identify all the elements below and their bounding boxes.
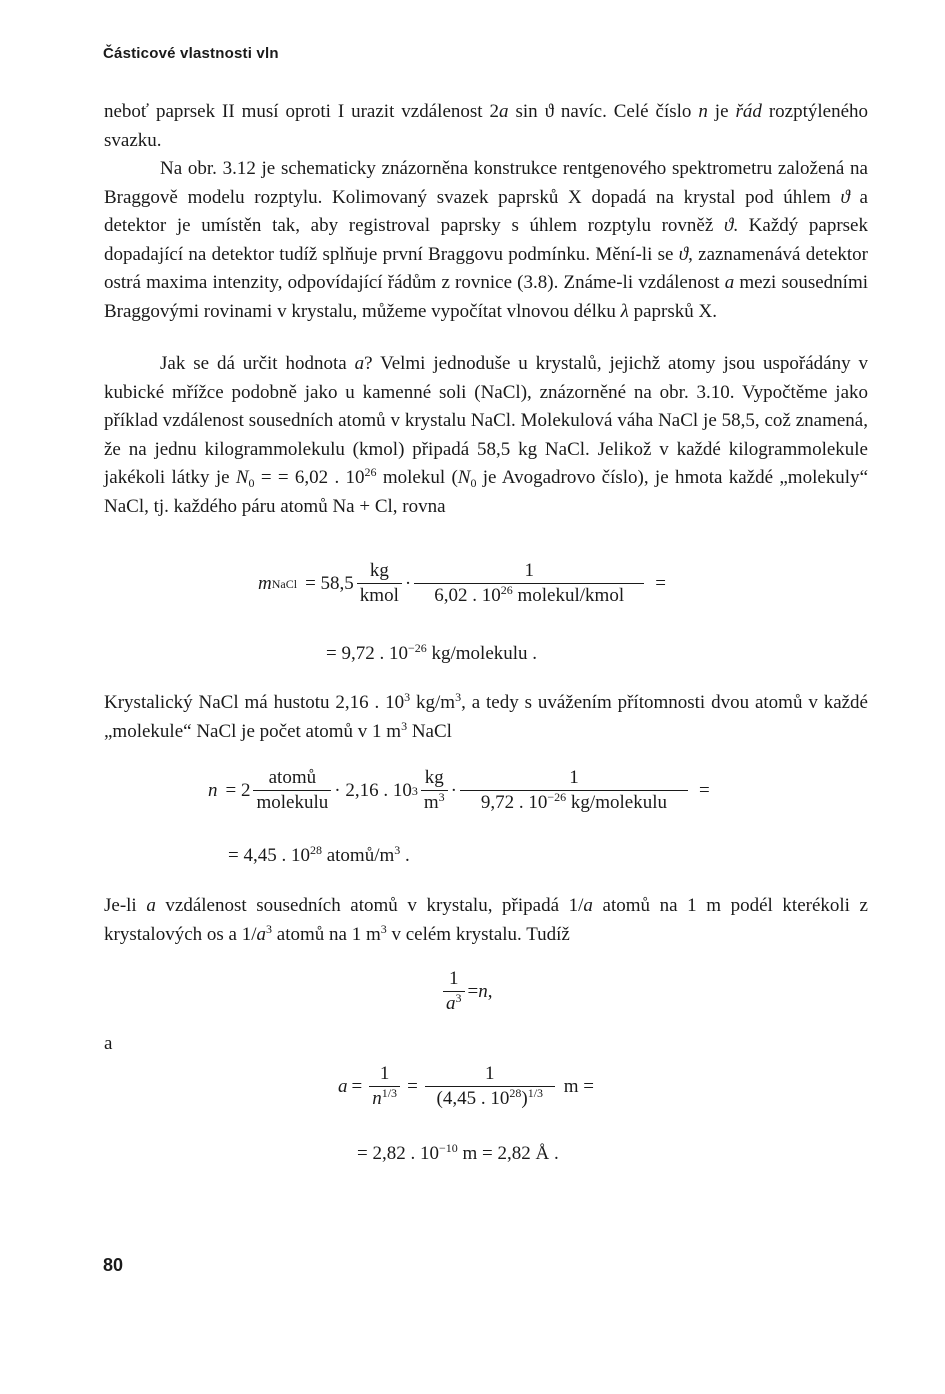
text: kg/molekulu . [426, 643, 538, 664]
fraction-atoms-molecule [253, 767, 331, 814]
text: kg/molekulu [566, 792, 667, 813]
text: . [400, 845, 410, 866]
operator: = [698, 779, 710, 801]
equation-mass-result [326, 643, 537, 665]
symbol-n: n [208, 779, 218, 801]
var-a: a [499, 101, 509, 122]
text: 6,02 . 10 [434, 585, 501, 606]
fraction-one-over-a3 [443, 968, 465, 1015]
exponent: 3 [266, 921, 273, 936]
exponent: −26 [407, 641, 427, 655]
exponent: −10 [438, 1141, 458, 1155]
denominator [421, 790, 448, 814]
fraction-cube-root [425, 1063, 555, 1110]
text: , zaznamenává detektor ostrá maxima intenzity, odpovídající řádům z rovnice (3.8). Známe-li vzdálenost [104, 243, 868, 294]
operator: · [450, 779, 457, 801]
symbol-n: n [372, 1088, 382, 1109]
var-a: a [354, 353, 365, 374]
var-a: a [724, 272, 735, 294]
denominator [460, 790, 688, 814]
text: atomů na 1 m podél kterékoli z krystalových os a 1/ [104, 895, 868, 945]
text: ) [521, 1088, 528, 1109]
text: . Každý paprsek dopadající na detektor tudíž splňuje první Braggovu podmínku. Mění-li se [104, 215, 868, 265]
fraction-kg-kmol [357, 560, 402, 607]
symbol-n0: N [457, 467, 471, 489]
text: atomů na 1 m [272, 923, 381, 945]
text: m [423, 792, 439, 813]
fraction-inverse-mass [460, 767, 688, 814]
subscript: 0 [248, 476, 255, 491]
symbol-n: n [478, 980, 488, 1002]
text: v celém krystalu. Tudíž [386, 923, 570, 945]
connective-a: a [104, 1033, 113, 1054]
equation-atom-density-result [228, 845, 410, 867]
text: 9,72 . 10 [480, 792, 548, 813]
text: je [707, 101, 736, 122]
denominator: molekulu [253, 790, 331, 814]
symbol-m: m [258, 572, 272, 594]
symbol-theta: ϑ [840, 186, 850, 208]
exponent: 3 [401, 718, 408, 733]
page-number: 80 [103, 1255, 124, 1275]
text: = = 6,02 . 10 [254, 467, 365, 489]
fraction-kg-m3 [421, 767, 448, 814]
var-a: a [338, 1075, 348, 1097]
paragraph-bragg-path [104, 98, 868, 155]
text: paprsků X. [628, 300, 717, 322]
equation-lattice-spacing [338, 1063, 594, 1110]
equation-inverse-cube [440, 968, 492, 1015]
symbol-lambda: λ [620, 300, 629, 322]
exponent: 3 [380, 921, 387, 936]
denominator [443, 991, 465, 1015]
equation-mass-nacl: m NaCl = 58,5 $\frac{kg}{\text{kmol}}$ · $\frac{1}{6,02 . 10^{26} molekul/kmol}$ = [258, 560, 666, 606]
denominator [414, 583, 644, 607]
text: molekul ( [376, 467, 458, 489]
text: = 4,45 . 10 [228, 845, 310, 866]
text: vzdálenost sousedních atomů v krystalu, připadá 1/ [155, 895, 584, 916]
exponent: 3 [394, 843, 401, 857]
equation-atom-density: n = 2 $\frac{\text{atomů}}{\text{molekulu}}$ · 2,16 . 10 3 $\frac{kg}{m^3}$ · $\frac{1}{9,72 . 10^{-26} kg/molekulu}$ = [208, 767, 710, 813]
text: , [487, 980, 493, 1002]
exponent: 26 [364, 465, 377, 480]
exponent: 3 [455, 991, 462, 1005]
text: , a tedy s uvážením přítomnosti dvou atomů v každé „molekule“ NaCl je počet atomů v 1 m [104, 692, 868, 742]
operator: = [655, 572, 666, 594]
numerator: kg [369, 560, 389, 581]
symbol-theta: ϑ [678, 243, 689, 265]
text: sin [508, 101, 545, 122]
numerator: 1 [524, 560, 534, 581]
numerator: 1 [569, 767, 579, 788]
text: · 2,16 . 10 [334, 779, 412, 801]
exponent: 26 [500, 583, 513, 597]
text: molekul/kmol [512, 585, 625, 606]
operator: = [467, 980, 479, 1002]
numerator: 1 [449, 968, 459, 989]
var-n: n [698, 101, 708, 122]
text: kg/m [410, 692, 456, 713]
paragraph-density [104, 689, 868, 746]
numerator: kg [424, 767, 444, 788]
text: mezi sousedními Braggovými rovinami v krystalu, můžeme vypočítat vlnovou délku [104, 272, 869, 322]
paragraph-spacing [104, 892, 868, 949]
operator: = [407, 1075, 418, 1097]
exponent: 3 [438, 790, 445, 804]
text: rozptýleného svazku. [104, 101, 869, 151]
subscript: 0 [470, 476, 477, 491]
text: Je-li [104, 895, 147, 916]
symbol-theta: ϑ [544, 101, 554, 122]
text: atomů/m [321, 845, 395, 866]
exponent: −26 [547, 790, 567, 804]
symbol-n0: N [235, 467, 249, 489]
text: NaCl [407, 720, 452, 742]
numerator: atomů [268, 767, 317, 788]
text: = 2 [225, 779, 251, 801]
text: Jak se dá určit hodnota [160, 353, 355, 374]
symbol-theta: ϑ [723, 215, 734, 237]
operator: · [404, 572, 412, 594]
var-a: a [256, 923, 267, 945]
text: Krystalický NaCl má hustotu 2,16 . 10 [104, 692, 405, 713]
text: ? Velmi jednoduše u krystalů, jejichž atomy jsou uspořádány v kubické mřížce podobně jako u kamenné soli (NaCl), znázorněné na obr. 3.10. Vypočtěme jako příklad vzdálenost sousedních atomů v krystalu NaCl. Molekulová váha NaCl je 58,5, což znamená, že na jednu kilogrammolekulu (kmol) připadá 58,5 kg NaCl. Jelikož v každé kilogrammolekule jakékoli látky je [104, 353, 868, 489]
text: = 58,5 [305, 572, 354, 594]
denominator [369, 1086, 400, 1110]
var-a: a [446, 993, 456, 1014]
var-a: a [146, 895, 156, 916]
numerator: 1 [485, 1063, 495, 1084]
text: je Avogadrovo číslo), je hmota každé „molekuly“ NaCl, tj. každého páru atomů Na + Cl, rovna [104, 467, 868, 517]
text: m = [563, 1075, 595, 1097]
paragraph-nacl [104, 350, 868, 522]
exponent: 3 [455, 690, 462, 704]
text: neboť paprsek II musí oproti I urazit vzdálenost 2 [104, 101, 499, 122]
fraction-avogadro [414, 560, 644, 607]
text: = 9,72 . 10 [326, 643, 408, 664]
denominator [425, 1086, 555, 1110]
text: navíc. Celé číslo [553, 101, 699, 122]
exponent: 1/3 [381, 1086, 398, 1100]
text: m = 2,82 Å . [457, 1143, 559, 1164]
equation-lattice-result [357, 1143, 559, 1165]
exponent: 3 [404, 690, 411, 704]
numerator: 1 [379, 1063, 390, 1084]
text: a detektor je umístěn tak, aby registroval paprsky s úhlem rozptylu rovněž [104, 186, 868, 237]
running-header: Částicové vlastnosti vln [103, 45, 279, 62]
fraction-one-over-n [369, 1063, 400, 1110]
exponent: 28 [509, 1086, 522, 1100]
operator: = [351, 1075, 363, 1097]
text: Na obr. 3.12 je schematicky znázorněna konstrukce rentgenového spektrometru založená na Braggově modelu rozptylu. Kolimovaný svazek paprsků X dopadá na krystal pod úhlem [104, 158, 868, 208]
term-order: řád [735, 101, 762, 122]
var-a: a [583, 895, 593, 916]
text: (4,45 . 10 [436, 1088, 510, 1109]
paragraph-spectrometer [104, 155, 868, 327]
denominator: kmol [357, 583, 402, 607]
exponent: 28 [309, 843, 322, 857]
exponent: 1/3 [527, 1086, 544, 1100]
text: = 2,82 . 10 [357, 1143, 439, 1164]
